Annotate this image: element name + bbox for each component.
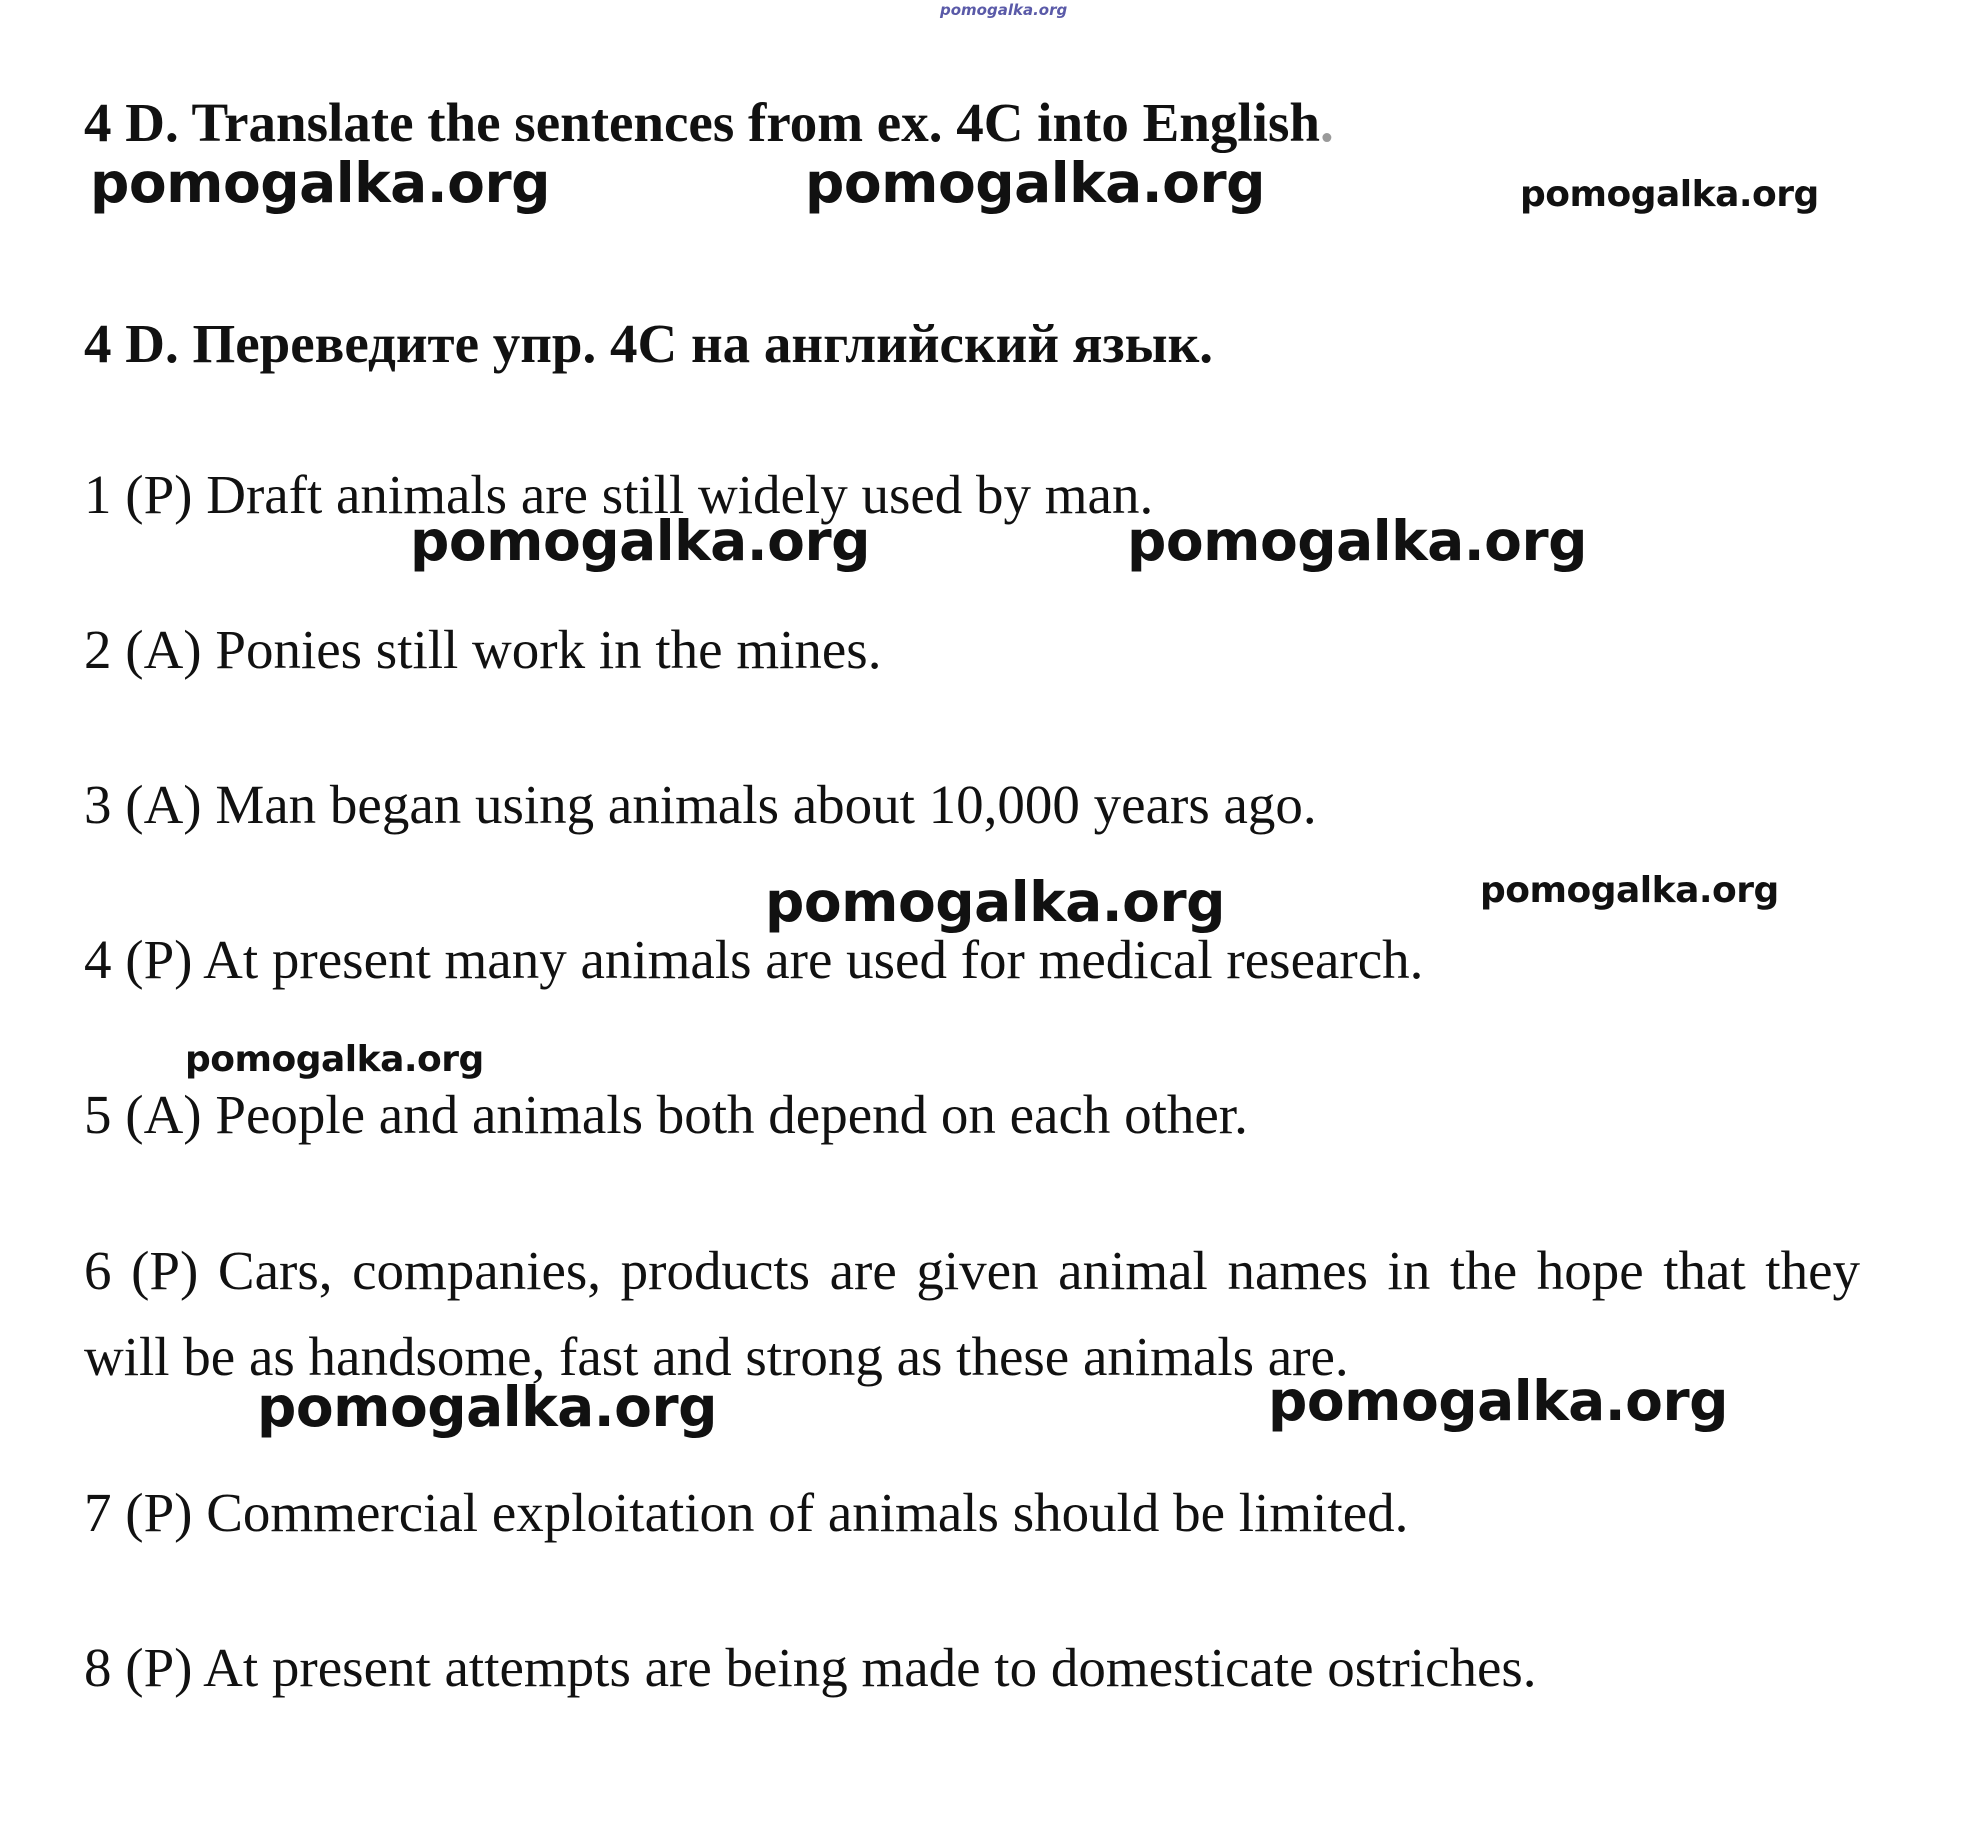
watermark: pomogalka.org [1520, 174, 1819, 215]
exercise-title-english [84, 92, 1334, 153]
sentence-1: 1 (P) Draft animals are still widely used by man. [84, 464, 1154, 525]
watermark: pomogalka.org [90, 151, 550, 215]
sentence-7: 7 (P) Commercial exploitation of animals should be limited. [84, 1482, 1409, 1543]
exercise-title-english-text: 4 D. Translate the sentences from ex. 4C into English [84, 92, 1320, 153]
exercise-title-english-dot: . [1319, 92, 1334, 153]
watermark: pomogalka.org [1480, 870, 1779, 911]
exercise-title-russian: 4 D. Переведите упр. 4С на английский язык. [84, 313, 1214, 374]
watermark: pomogalka.org [765, 870, 1225, 934]
sentence-2: 2 (A) Ponies still work in the mines. [84, 619, 882, 680]
watermark: pomogalka.org [1127, 509, 1587, 573]
sentence-8: 8 (P) At present attempts are being made to domesticate ostriches. [84, 1637, 1537, 1698]
watermark: pomogalka.org [805, 151, 1265, 215]
sentence-3: 3 (A) Man began using animals about 10,000 years ago. [84, 774, 1317, 835]
sentence-5: 5 (A) People and animals both depend on each other. [84, 1084, 1248, 1145]
sentence-4: 4 (P) At present many animals are used for medical research. [84, 929, 1424, 990]
watermark: pomogalka.org [1268, 1369, 1728, 1433]
watermark: pomogalka.org [410, 509, 870, 573]
sentence-6: 6 (P) Cars, companies, products are given animal names in the hope that they will be as handsome, fast and strong as these animals are. [84, 1240, 1860, 1387]
top-watermark: pomogalka.org [940, 1, 1068, 19]
watermark: pomogalka.org [257, 1375, 717, 1439]
watermark: pomogalka.org [185, 1039, 484, 1080]
